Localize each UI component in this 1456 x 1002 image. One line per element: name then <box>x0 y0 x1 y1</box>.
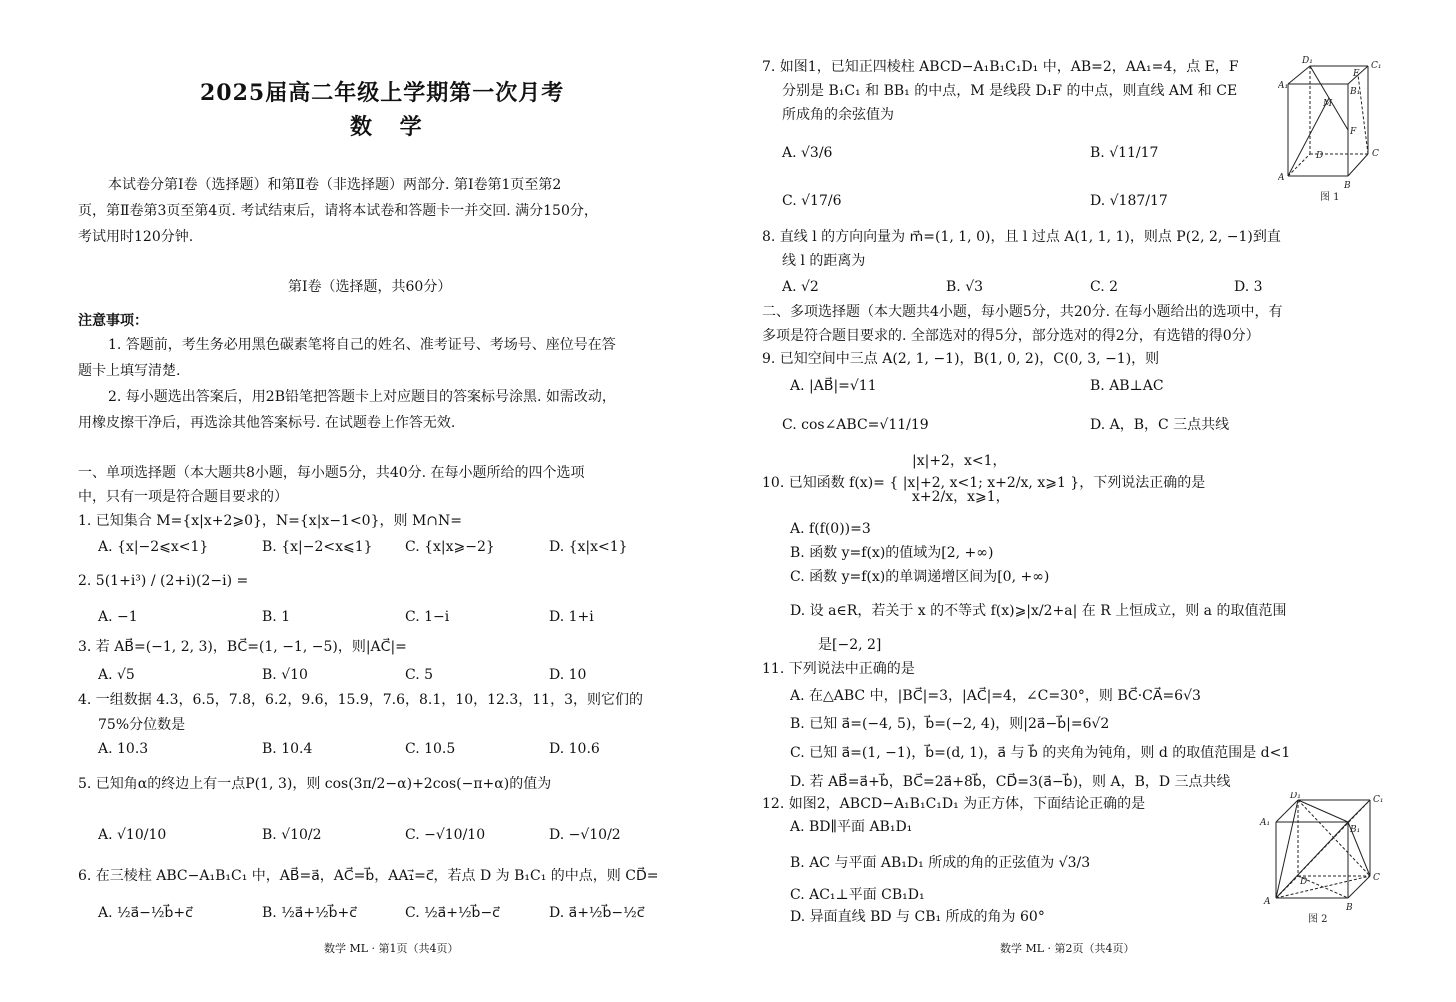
fig2-label: C₁ <box>1373 795 1384 805</box>
fig2-label: D <box>1300 877 1308 887</box>
question-1-option: D. {x|x<1} <box>549 539 628 555</box>
question-8-stem: 8. 直线 l 的方向向量为 m⃗=(1, 1, 0)，且 l 过点 A(1, 1, 1)，则点 P(2, 2, −1)到直 <box>762 229 1281 245</box>
question-12-stem: 12. 如图2，ABCD−A₁B₁C₁D₁ 为正方体，下面结论正确的是 <box>762 796 1146 812</box>
question-4-stem: 4. 一组数据 4.3，6.5，7.8，6.2，9.6，15.9，7.6，8.1，10，12.3，11，3，则它们的 <box>78 692 643 708</box>
figure-1-caption: 图 1 <box>1320 192 1340 203</box>
question-11-option: B. 已知 a⃗=(−4, 5)，b⃗=(−2, 4)，则|2a⃗−b⃗|=6√2 <box>790 716 1110 732</box>
question-2-option: A. −1 <box>98 609 138 625</box>
fig2-label: B <box>1346 903 1353 913</box>
figure-2-caption: 图 2 <box>1308 914 1328 925</box>
question-10-option: D. 设 a∈R，若关于 x 的不等式 f(x)⩾|x/2+a| 在 R 上恒成立，则 a 的取值范围 <box>790 603 1287 619</box>
question-6-option: C. ½a⃗+½b⃗−c⃗ <box>405 905 500 921</box>
question-2-stem: 2. 5(1+i³) / (2+i)(2−i) = <box>78 573 249 589</box>
question-1-stem: 1. 已知集合 M={x|x+2⩾0}，N={x|x−1<0}，则 M∩N= <box>78 513 462 529</box>
question-2-option: C. 1−i <box>405 609 450 625</box>
question-12-option: C. AC₁⊥平面 CB₁D₁ <box>790 887 925 903</box>
question-10-option: A. f(f(0))=3 <box>790 521 871 537</box>
question-11-stem: 11. 下列说法中正确的是 <box>762 661 915 677</box>
intro-line: 页，第Ⅱ卷第3页至第4页. 考试结束后，请将本试卷和答题卡一并交回. 满分150分， <box>78 203 598 219</box>
question-8-stem: 线 l 的距离为 <box>782 253 866 269</box>
fig1-label: F <box>1350 127 1357 137</box>
question-8-option: B. √3 <box>946 279 984 295</box>
part1-heading: 一、单项选择题（本大题共8小题，每小题5分，共40分. 在每小题所给的四个选项 <box>78 465 585 481</box>
note-line: 用橡皮擦干净后，再选涂其他答案标号. 在试题卷上作答无效. <box>78 415 456 431</box>
question-3-option: D. 10 <box>549 667 587 683</box>
question-7-stem: 分别是 B₁C₁ 和 BB₁ 的中点，M 是线段 D₁F 的中点，则直线 AM 和 CE <box>782 83 1238 99</box>
subject-title: 数 学 <box>350 114 432 140</box>
question-10-option: C. 函数 y=f(x)的单调递增区间为[0, +∞) <box>790 569 1050 585</box>
question-10-option: 是[−2, 2] <box>818 637 882 653</box>
question-11-option: C. 已知 a⃗=(1, −1)，b⃗=(d, 1)，a⃗ 与 b⃗ 的夹角为钝角，则 d 的取值范围是 d<1 <box>790 745 1291 761</box>
section-title: 第Ⅰ卷（选择题，共60分） <box>288 279 452 295</box>
question-5-option: D. −√10/2 <box>549 827 621 843</box>
question-1-option: C. {x|x⩾−2} <box>405 539 495 555</box>
question-12-option: B. AC 与平面 AB₁D₁ 所成的角的正弦值为 √3/3 <box>790 855 1091 871</box>
question-1-option: B. {x|−2<x⩽1} <box>262 539 373 555</box>
question-5-stem: 5. 已知角α的终边上有一点P(1, 3)，则 cos(3π/2−α)+2cos(−π+α)的值为 <box>78 776 552 792</box>
fig1-label: A <box>1278 173 1285 183</box>
question-6-stem: 6. 在三棱柱 ABC−A₁B₁C₁ 中，AB⃗=a⃗，AC⃗=b⃗，AA₁⃗=c⃗，若点 D 为 B₁C₁ 的中点，则 CD⃗= <box>78 868 659 884</box>
question-7-option: D. √187/17 <box>1090 193 1168 209</box>
fig2-label: B₁ <box>1350 825 1361 835</box>
exam-title: 2025届高二年级上学期第一次月考 <box>200 80 565 106</box>
question-9-option: D. A，B，C 三点共线 <box>1090 417 1230 433</box>
question-9-stem: 9. 已知空间中三点 A(2, 1, −1)，B(1, 0, 2)，C(0, 3, −1)，则 <box>762 351 1160 367</box>
question-7-option: B. √11/17 <box>1090 145 1159 161</box>
part2-heading: 二、多项选择题（本大题共4小题，每小题5分，共20分. 在每小题给出的选项中，有 <box>762 304 1283 320</box>
question-3-stem: 3. 若 AB⃗=(−1, 2, 3)，BC⃗=(1, −1, −5)，则|AC⃗|= <box>78 639 407 655</box>
figure-1-prism <box>1278 54 1388 204</box>
question-10-piece1: |x|+2，x<1， <box>912 453 1007 469</box>
fig1-label: M <box>1323 99 1333 109</box>
question-7-option: A. √3/6 <box>782 145 833 161</box>
fig1-label: C <box>1372 149 1379 159</box>
intro-line: 考试用时120分钟. <box>78 229 194 245</box>
question-9-option: C. cos∠ABC=√11/19 <box>782 417 929 433</box>
question-10-option: B. 函数 y=f(x)的值域为[2, +∞) <box>790 545 994 561</box>
question-5-option: B. √10/2 <box>262 827 322 843</box>
fig1-label: D <box>1316 151 1324 161</box>
question-12-option: D. 异面直线 BD 与 CB₁ 所成的角为 60° <box>790 909 1045 925</box>
page-2-footer: 数学 ML · 第2页（共4页） <box>1000 942 1135 955</box>
fig2-label: A₁ <box>1260 818 1271 828</box>
question-8-option: D. 3 <box>1234 279 1263 295</box>
question-11-option: D. 若 AB⃗=a⃗+b⃗，BC⃗=2a⃗+8b⃗，CD⃗=3(a⃗−b⃗)，则 A，B，D 三点共线 <box>790 774 1231 790</box>
question-10-piece2: x+2/x，x⩾1， <box>912 489 1010 505</box>
question-7-stem: 7. 如图1，已知正四棱柱 ABCD−A₁B₁C₁D₁ 中，AB=2，AA₁=4，点 E，F <box>762 59 1239 75</box>
question-12-option: A. BD∥平面 AB₁D₁ <box>790 819 913 835</box>
notes-title: 注意事项： <box>78 313 148 329</box>
question-3-option: B. √10 <box>262 667 308 683</box>
fig2-label: A <box>1264 897 1271 907</box>
question-3-option: C. 5 <box>405 667 434 683</box>
intro-line: 本试卷分第Ⅰ卷（选择题）和第Ⅱ卷（非选择题）两部分. 第Ⅰ卷第1页至第2 <box>108 177 562 193</box>
question-4-option: C. 10.5 <box>405 741 456 757</box>
question-3-option: A. √5 <box>98 667 135 683</box>
question-6-option: B. ½a⃗+½b⃗+c⃗ <box>262 905 357 921</box>
fig1-label: B₁ <box>1350 87 1361 97</box>
question-1-option: A. {x|−2⩽x<1} <box>98 539 209 555</box>
fig1-label: B <box>1344 181 1351 191</box>
question-10-stem: 10. 已知函数 f(x)= { |x|+2, x<1; x+2/x, x⩾1 }，下列说法正确的是 <box>762 475 1206 491</box>
fig2-label: D₁ <box>1290 792 1301 801</box>
question-2-option: B. 1 <box>262 609 291 625</box>
part1-heading: 中，只有一项是符合题目要求的） <box>78 489 288 505</box>
question-6-option: D. a⃗+½b⃗−½c⃗ <box>549 905 645 921</box>
fig1-label: E <box>1353 69 1360 79</box>
question-5-option: C. −√10/10 <box>405 827 486 843</box>
question-11-option: A. 在△ABC 中，|BC⃗|=3，|AC⃗|=4，∠C=30°，则 BC⃗·CA⃗=6√3 <box>790 688 1201 704</box>
question-4-option: A. 10.3 <box>98 741 149 757</box>
fig1-label: A₁ <box>1278 81 1289 91</box>
note-line: 1. 答题前，考生务必用黑色碳素笔将自己的姓名、准考证号、考场号、座位号在答 <box>108 337 616 353</box>
page-1-footer: 数学 ML · 第1页（共4页） <box>324 942 459 955</box>
figure-2-cube <box>1258 792 1388 930</box>
fig1-label: C₁ <box>1371 61 1382 71</box>
fig1-label: D₁ <box>1302 56 1313 66</box>
question-7-option: C. √17/6 <box>782 193 842 209</box>
note-line: 2. 每小题选出答案后，用2B铅笔把答题卡上对应题目的答案标号涂黑. 如需改动， <box>108 389 616 405</box>
question-9-option: B. AB⊥AC <box>1090 378 1164 394</box>
question-4-option: D. 10.6 <box>549 741 600 757</box>
part2-heading: 多项是符合题目要求的. 全部选对的得5分，部分选对的得2分，有选错的得0分） <box>762 328 1260 344</box>
question-8-option: A. √2 <box>782 279 819 295</box>
question-8-option: C. 2 <box>1090 279 1119 295</box>
question-2-option: D. 1+i <box>549 609 594 625</box>
question-5-option: A. √10/10 <box>98 827 167 843</box>
question-9-option: A. |AB⃗|=√11 <box>790 378 877 394</box>
question-7-stem: 所成角的余弦值为 <box>782 107 894 123</box>
note-line: 题卡上填写清楚. <box>78 363 181 379</box>
fig2-label: C <box>1373 873 1380 883</box>
question-4-stem: 75%分位数是 <box>98 717 186 733</box>
question-4-option: B. 10.4 <box>262 741 313 757</box>
question-6-option: A. ½a⃗−½b⃗+c⃗ <box>98 905 193 921</box>
